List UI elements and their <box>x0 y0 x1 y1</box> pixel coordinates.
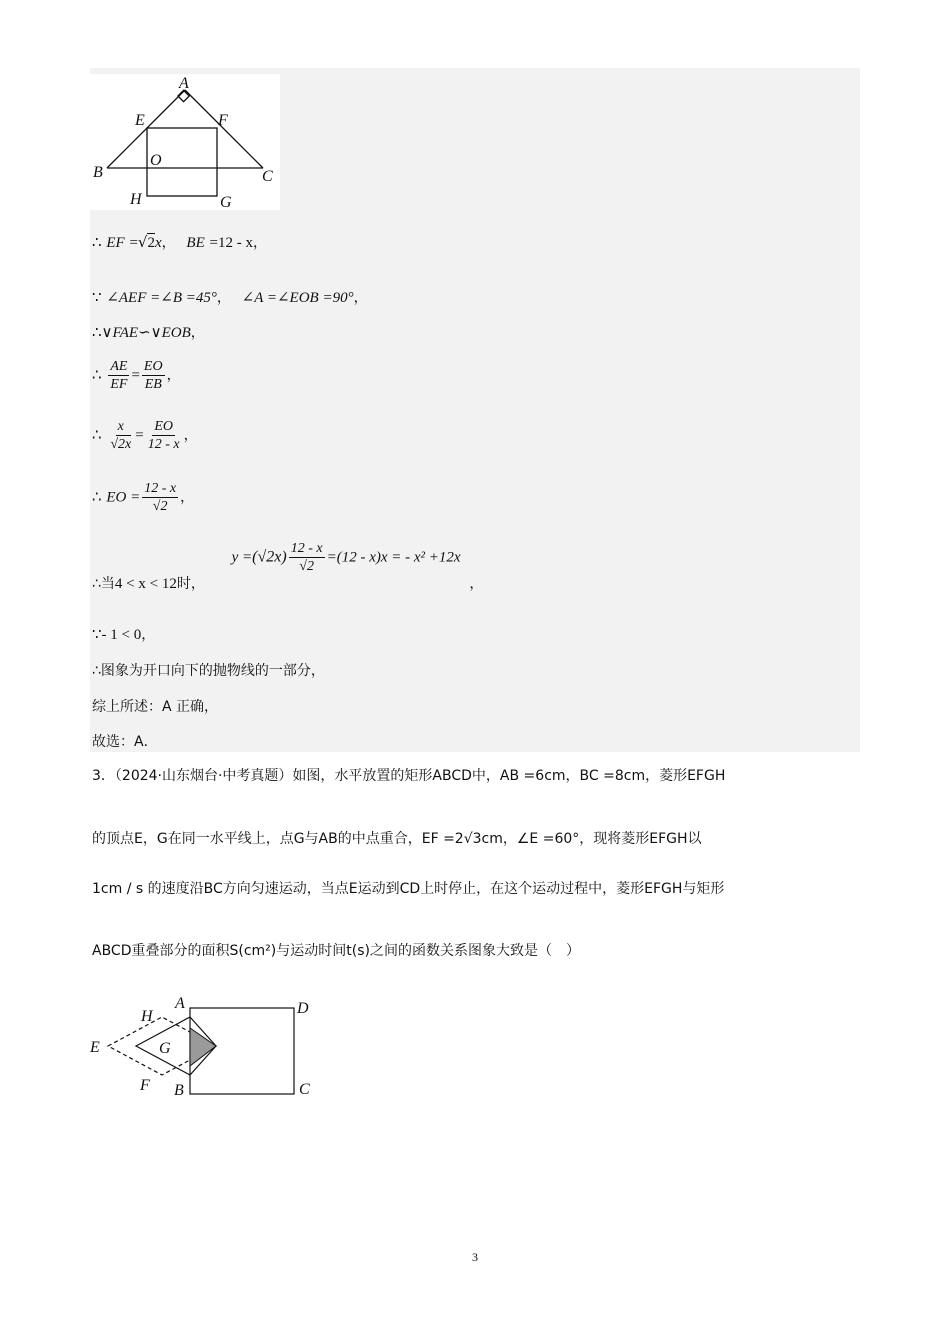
solution-line-1: ∴ EF =√2x， BE =12 - x， <box>92 233 267 251</box>
label-d: D <box>297 1000 309 1017</box>
question3-line-4: ABCD重叠部分的面积S(cm²)与运动时间t(s)之间的函数关系图象大致是（ ） <box>92 943 580 959</box>
label-f: F <box>218 112 228 129</box>
figure-rectangle-rhombus <box>88 990 328 1100</box>
label-e: E <box>135 112 145 129</box>
solution-line-10: 综上所述：A 正确， <box>92 699 219 715</box>
solution-line-7: ∴当4 < x < 12时， y =(√2x) $\frac{12 - x}{√2}$ =(12 - x)x = - x² +12x ， <box>92 541 484 592</box>
edge-ac <box>185 90 263 168</box>
figure-triangle-square <box>90 74 280 210</box>
question3-line-3: 1cm / s 的速度沿BC方向匀速运动，当点E运动到CD上时停止，在这个运动过程中，菱形EFGH与矩形 <box>92 881 725 897</box>
edge-ab <box>107 90 185 168</box>
label-e: E <box>90 1039 100 1056</box>
label-c: C <box>262 168 273 185</box>
label-g: G <box>220 194 232 210</box>
label-b: B <box>93 164 103 181</box>
solution-line-6: ∴ EO = $\frac{12 - x}{√2}$ ， <box>92 481 195 514</box>
label-f: F <box>140 1077 150 1094</box>
solution-line-4: ∴ $\frac{AE}{EF}$ = $\frac{EO}{EB}$ ， <box>92 359 181 392</box>
label-h: H <box>141 1008 153 1025</box>
label-g: G <box>159 1040 171 1057</box>
page-number: 3 <box>472 1250 478 1264</box>
label-c: C <box>299 1081 310 1098</box>
solution-line-2: ∵ ∠AEF =∠B =45°， ∠A =∠EOB =90°， <box>92 290 368 306</box>
question3-line-2: 的顶点E，G在同一水平线上，点G与AB的中点重合，EF =2√3cm，∠E =60°，现将菱形EFGH以 <box>92 831 702 847</box>
label-a: A <box>179 75 189 92</box>
label-h: H <box>130 191 142 208</box>
label-a: A <box>175 995 185 1012</box>
question3-line-1: 3．（2024·山东烟台·中考真题）如图，水平放置的矩形ABCD中，AB =6cm，BC =8cm，菱形EFGH <box>92 768 726 784</box>
solution-line-11: 故选：A． <box>92 734 158 750</box>
solution-line-9: ∴图象为开口向下的抛物线的一部分， <box>92 663 325 679</box>
solution-line-8: ∵- 1 < 0， <box>92 627 156 643</box>
solution-line-5: ∴ $\frac{x}{√2x}$ = $\frac{EO}{12 - x}$ ， <box>92 419 198 452</box>
solution-line-3: ∴∨FAE∽∨EOB， <box>92 325 205 341</box>
label-b: B <box>174 1082 184 1099</box>
label-o: O <box>150 152 162 169</box>
